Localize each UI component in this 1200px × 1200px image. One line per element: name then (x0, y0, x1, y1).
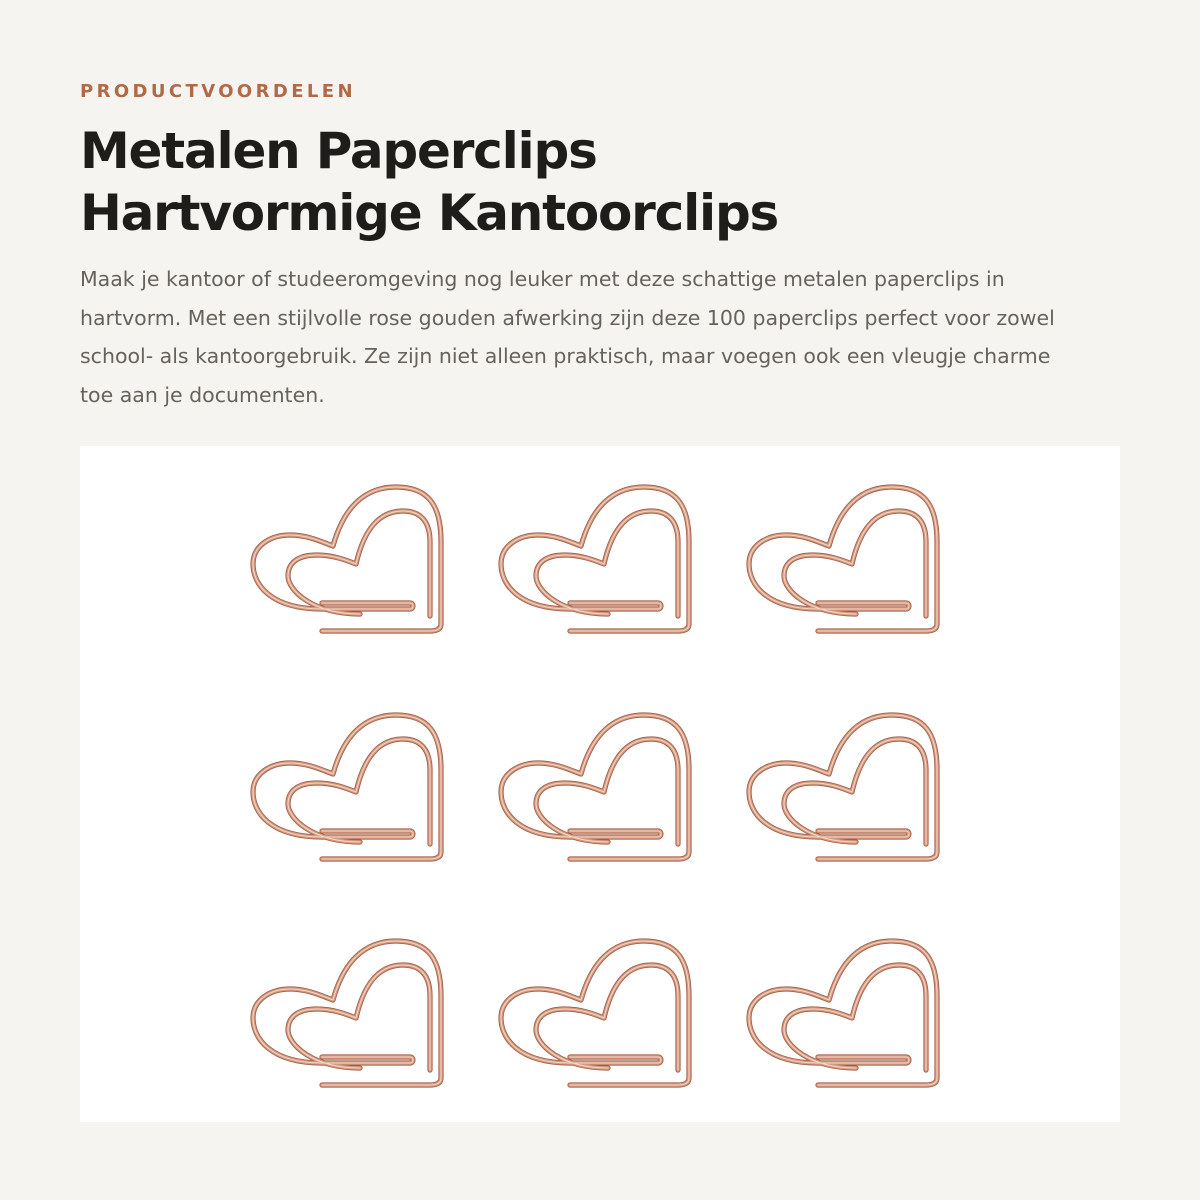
product-description: Maak je kantoor of studeeromgeving nog leuker met deze schattige metalen paperclips in hartvorm. Met een stijlvolle rose gouden afwerking zijn deze 100 paperclips perfect voor zowel school- als kantoorgebruik. Ze zijn niet alleen praktisch, maar voegen ook een vleugje charme toe aan je documenten. (80, 267, 1055, 407)
heart-paperclip-icon (253, 487, 441, 631)
heart-paperclip-icon (749, 715, 937, 859)
page-title (80, 120, 1140, 244)
heart-paperclip-icon (749, 487, 937, 631)
heart-paperclip-icon (501, 941, 689, 1085)
section-eyebrow: PRODUCTVOORDELEN (80, 81, 356, 102)
heart-paperclip-icon (253, 941, 441, 1085)
heart-paperclip-icon (253, 715, 441, 859)
page-title-line-2: Hartvormige Kantoorclips (80, 184, 779, 242)
heart-paperclip-icon (749, 941, 937, 1085)
page-title-line-1: Metalen Paperclips (80, 122, 597, 180)
heart-paperclip-icon (501, 487, 689, 631)
paperclip-grid-illustration (80, 446, 1120, 1122)
product-image (80, 446, 1120, 1122)
heart-paperclip-icon (501, 715, 689, 859)
